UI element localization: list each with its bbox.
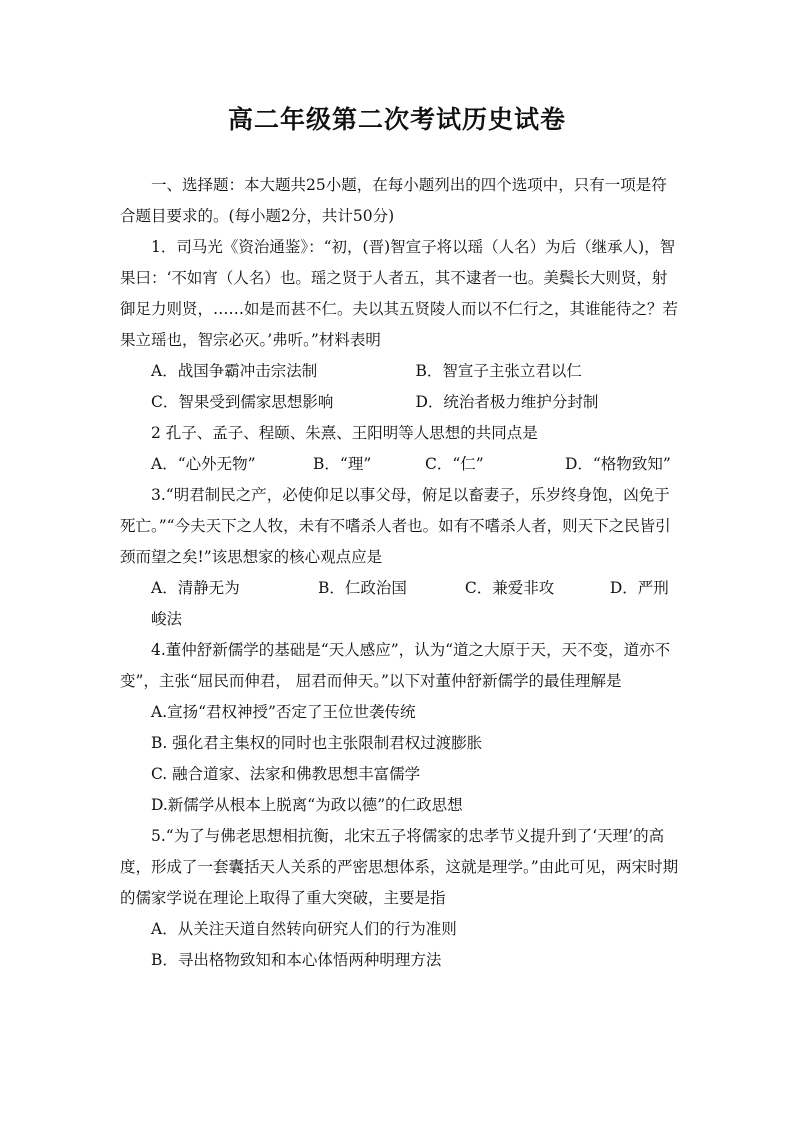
question-3-option-a: A．清静无为: [151, 579, 240, 597]
question-1-options-row-2: [120, 387, 680, 418]
question-5-stem: 5.“为了与佛老思想相抗衡，北宋五子将儒家的忠孝节义提升到了‘天理’的高度，形成了一套囊括天人关系的严密思想体系，这就是理学。”由此可见，两宋时期的儒家学说在理论上取得了重大突破，主要是指: [120, 827, 679, 907]
question-4-option-a: A.宣扬“君权神授”否定了王位世袭传统: [151, 703, 416, 721]
exam-title: 高二年级第二次考试历史试卷: [227, 105, 566, 134]
question-2-option-a: A．“心外无物”: [151, 455, 256, 473]
question-2-option-d: D．“格物致知”: [565, 455, 671, 473]
question-1-option-d: D．统治者极力维护分封制: [415, 393, 599, 411]
question-4-stem: 4.董仲舒新儒学的基础是“天人感应”，认为“道之大原于天，天不变，道亦不变”，主张“屈民而伸君， 屈君而伸天。”以下对董仲舒新儒学的最佳理解是: [120, 641, 671, 690]
question-4-option-c: C. 融合道家、法家和佛教思想丰富儒学: [151, 765, 421, 783]
question-4-option-d: D.新儒学从根本上脱离“为政以德”的仁政思想: [151, 796, 463, 814]
question-2-options: [120, 449, 680, 480]
exam-content: [120, 170, 680, 976]
question-5-option-b: B．寻出格物致知和本心体悟两种明理方法: [151, 951, 442, 969]
question-3-option-d: D．严刑峻法: [151, 579, 669, 628]
question-1-option-c: C．智果受到儒家思想影响: [151, 393, 334, 411]
question-2-stem: 2 孔子、孟子、程颐、朱熹、王阳明等人思想的共同点是: [151, 424, 538, 442]
question-3-stem: 3.“明君制民之产，必使仰足以事父母，俯足以畜妻子，乐岁终身饱，凶免于死亡。”“今夫天下之人牧，未有不嗜杀人者也。如有不嗜杀人者，则天下之民皆引颈而望之矣!”该思想家的核心观点应是: [120, 486, 671, 566]
question-2-option-b: B．“理”: [313, 455, 372, 473]
question-1-options-row-1: [120, 356, 680, 387]
question-1-option-b: B．智宣子主张立君以仁: [415, 362, 582, 380]
question-3-option-c: C．兼爱非攻: [464, 579, 555, 597]
question-3-options: [120, 573, 680, 635]
question-3-option-b: B．仁政治国: [317, 579, 407, 597]
question-4-option-b: B. 强化君主集权的同时也主张限制君权过渡膨胀: [151, 734, 483, 752]
question-1-stem: 1．司马光《资治通鉴》：“初，(晋)智宣子将以瑶（人名）为后（继承人)，智果曰：‘不如宵（人名）也。瑶之贤于人者五，其不逮者一也。美鬓长大则贤，射御足力则贤，……如是而甚不仁。夫以其五贤陵人而以不仁行之，其谁能待之？若果立瑶也，智宗必灭。’弗听。”材料表明: [120, 238, 679, 349]
question-2-option-c: C．“仁”: [425, 455, 484, 473]
question-5-option-a: A．从关注天道自然转向研究人们的行为准则: [151, 920, 457, 938]
question-1-option-a: A．战国争霸冲击宗法制: [151, 362, 318, 380]
section-header: 一、选择题：本大题共25小题，在每小题列出的四个选项中，只有一项是符合题目要求的。(每小题2分，共计50分): [120, 176, 667, 225]
